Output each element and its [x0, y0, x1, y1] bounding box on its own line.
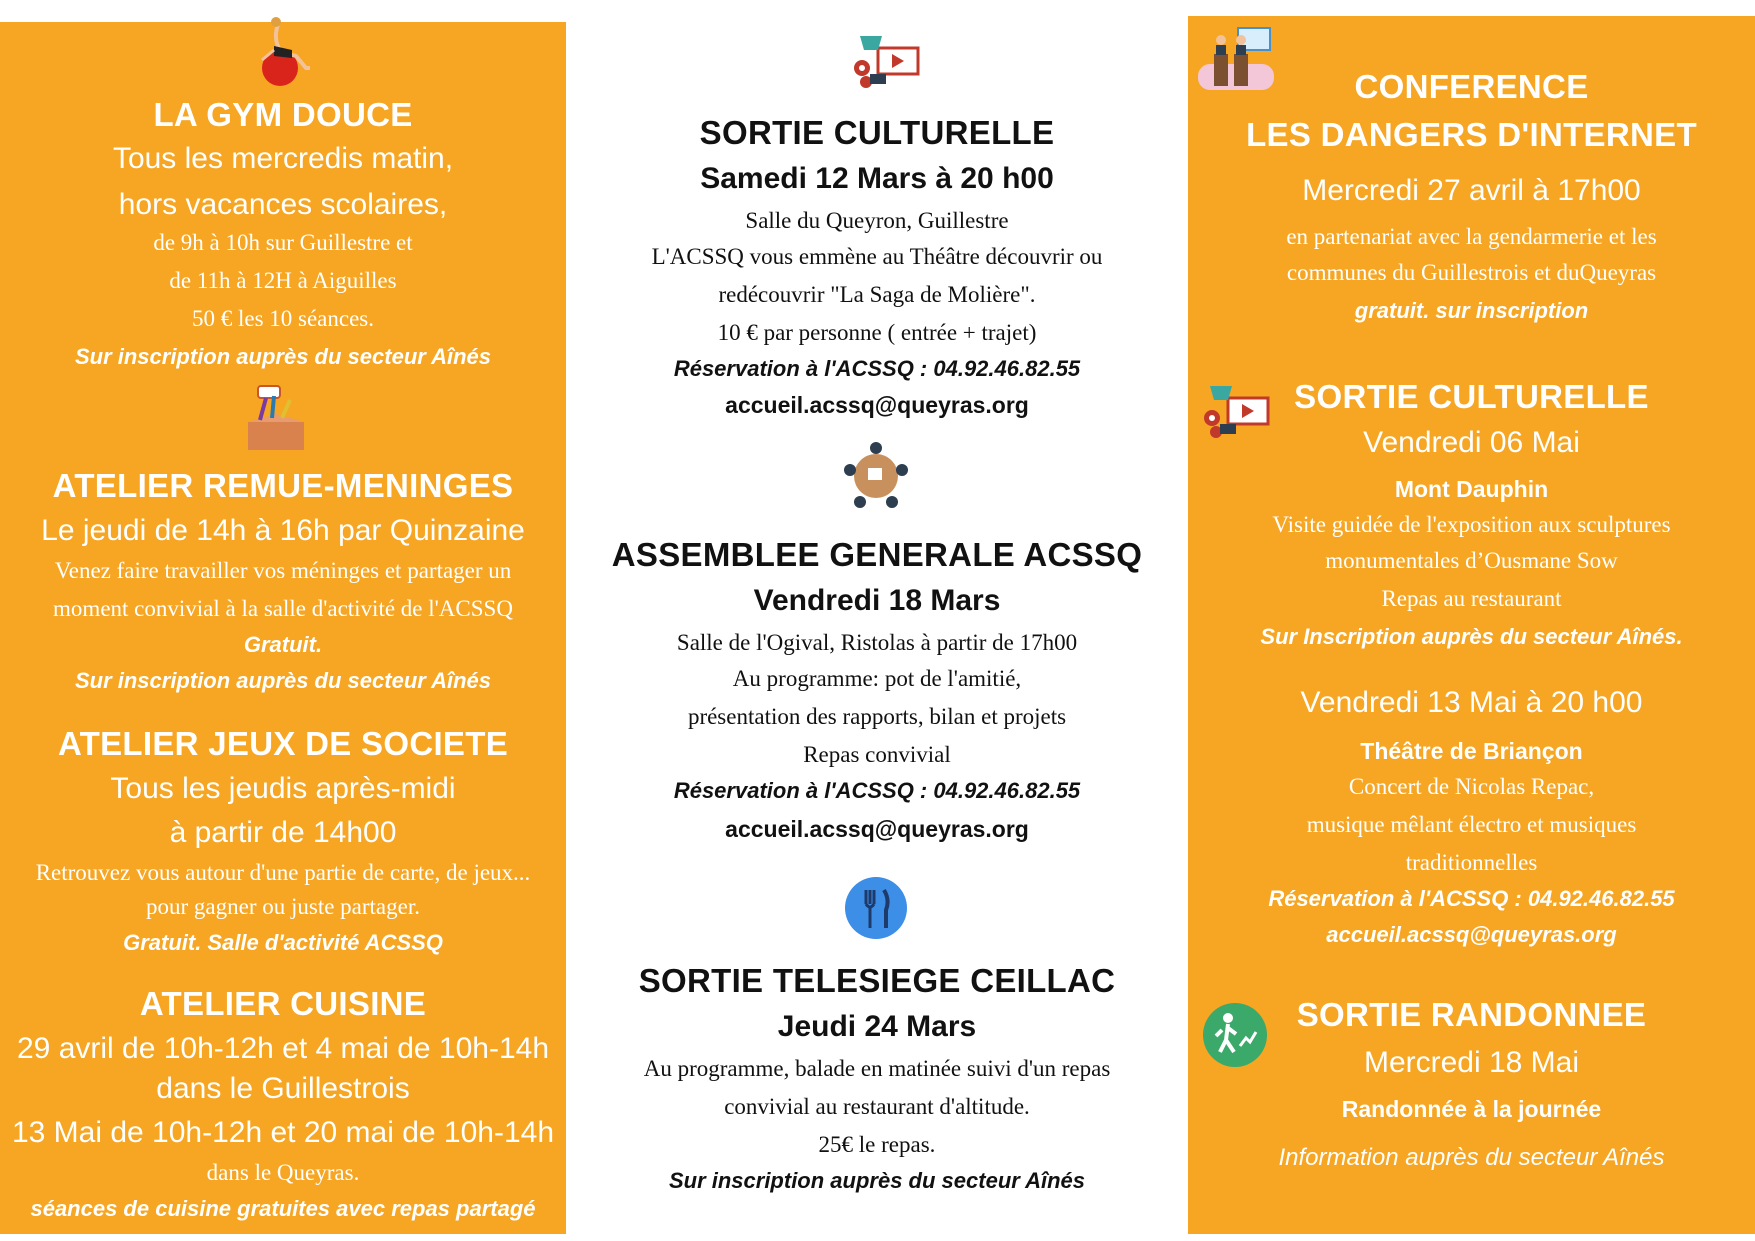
sortie-date: Samedi 12 Mars à 20 h00: [700, 162, 1054, 195]
sortie1-place: Mont Dauphin: [1394, 476, 1549, 502]
jeux-note: Gratuit. Salle d'activité ACSSQ: [123, 930, 443, 955]
idea-box-icon: [244, 384, 308, 452]
gym-line-1: Tous les mercredis matin,: [112, 142, 454, 175]
sortie2-email: accueil.acssq@queyras.org: [1326, 922, 1617, 947]
left-column: [0, 22, 566, 1234]
cuisine-title: ATELIER CUISINE: [139, 985, 427, 1022]
fork-knife-icon: [844, 876, 908, 940]
ag-reservation: Réservation à l'ACSSQ : 04.92.46.82.55: [673, 778, 1081, 803]
cuisine-note: séances de cuisine gratuites avec repas partagé: [30, 1196, 536, 1221]
middle-column: [566, 0, 1188, 1241]
sortie-line-3: redécouvrir "La Saga de Molière".: [718, 282, 1036, 307]
sortie1-title: SORTIE CULTURELLE: [1294, 378, 1649, 415]
ag-line-3: présentation des rapports, bilan et projets: [687, 704, 1067, 729]
rando-date: Mercredi 18 Mai: [1363, 1046, 1580, 1079]
remue-note: Sur inscription auprès du secteur Aînés: [74, 668, 492, 693]
sortie-line-1: Salle du Queyron, Guillestre: [745, 208, 1009, 233]
telesiege-date: Jeudi 24 Mars: [777, 1010, 977, 1043]
remue-title: ATELIER REMUE-MENINGES: [52, 467, 514, 504]
jeux-line-1: Tous les jeudis après-midi: [110, 772, 456, 805]
conference-line-1: en partenariat avec la gendarmerie et les: [1286, 224, 1657, 249]
jeux-title: ATELIER JEUX DE SOCIETE: [57, 725, 509, 762]
sortie1-line-1: Visite guidée de l'exposition aux sculptures: [1272, 512, 1671, 537]
sortie-title: SORTIE CULTURELLE: [699, 114, 1055, 151]
right-column: [1188, 16, 1755, 1234]
ag-email: accueil.acssq@queyras.org: [725, 816, 1029, 842]
telesiege-note: Sur inscription auprès du secteur Aînés: [668, 1168, 1086, 1193]
remue-line-1: Le jeudi de 14h à 16h par Quinzaine: [41, 514, 525, 547]
jeux-line-4: pour gagner ou juste partager.: [146, 894, 420, 919]
telesiege-line-1: Au programme, balade en matinée suivi d'un repas: [643, 1056, 1111, 1081]
cuisine-line-3: 13 Mai de 10h-12h et 20 mai de 10h-14h: [11, 1116, 555, 1149]
sortie-email: accueil.acssq@queyras.org: [725, 392, 1029, 418]
telesiege-line-2: convivial au restaurant d'altitude.: [724, 1094, 1030, 1119]
cuisine-line-1: 29 avril de 10h-12h et 4 mai de 10h-14h: [16, 1032, 550, 1065]
gym-line-4: de 11h à 12H à Aiguilles: [169, 268, 397, 293]
ag-date: Vendredi 18 Mars: [753, 584, 1001, 617]
sortie1-note: Sur Inscription auprès du secteur Aînés.: [1260, 624, 1683, 649]
sortie-line-2: L'ACSSQ vous emmène au Théâtre découvrir ou: [651, 244, 1103, 269]
sortie2-line-1: Concert de Nicolas Repac,: [1348, 774, 1595, 799]
sortie2-reservation: Réservation à l'ACSSQ : 04.92.46.82.55: [1268, 886, 1675, 911]
gym-note: Sur inscription auprès du secteur Aînés: [74, 344, 492, 369]
rando-title: SORTIE RANDONNEE: [1296, 996, 1647, 1033]
telesiege-line-3: 25€ le repas.: [818, 1132, 936, 1157]
conference-date: Mercredi 27 avril à 17h00: [1302, 174, 1641, 207]
sortie1-line-2: monumentales d’Ousmane Sow: [1325, 548, 1618, 573]
gym-title: LA GYM DOUCE: [153, 96, 413, 133]
yoga-ball-woman-icon: [252, 16, 322, 88]
sortie-line-4: 10 € par personne ( entrée + trajet): [717, 320, 1037, 345]
jeux-line-3: Retrouvez vous autour d'une partie de carte, de jeux...: [35, 860, 531, 885]
sortie1-date: Vendredi 06 Mai: [1363, 426, 1580, 459]
sortie-reservation: Réservation à l'ACSSQ : 04.92.46.82.55: [673, 356, 1081, 381]
gym-line-5: 50 € les 10 séances.: [191, 306, 375, 331]
conference-title-2: LES DANGERS D'INTERNET: [1246, 116, 1697, 153]
ag-line-4: Repas convivial: [803, 742, 951, 767]
rando-line-1: Randonnée à la journée: [1341, 1096, 1602, 1122]
meeting-table-icon: [840, 440, 912, 512]
rando-note: Information auprès du secteur Aînés: [1278, 1144, 1665, 1171]
sortie2-date: Vendredi 13 Mai à 20 h00: [1300, 686, 1643, 719]
remue-line-2: Venez faire travailler vos méninges et partager un: [54, 558, 512, 583]
ag-title: ASSEMBLEE GENERALE ACSSQ: [611, 536, 1143, 573]
conference-title-1: CONFERENCE: [1354, 68, 1589, 105]
remue-line-4: Gratuit.: [243, 632, 323, 657]
cuisine-line-4: dans le Queyras.: [206, 1160, 360, 1185]
conference-note: gratuit. sur inscription: [1354, 298, 1589, 323]
jeux-line-2: à partir de 14h00: [169, 816, 397, 849]
gym-line-3: de 9h à 10h sur Guillestre et: [153, 230, 413, 255]
sortie2-line-2: musique mêlant électro et musiques: [1306, 812, 1637, 837]
sortie2-line-3: traditionnelles: [1405, 850, 1538, 875]
cinema-film-icon: [852, 30, 922, 90]
sortie1-line-3: Repas au restaurant: [1381, 586, 1562, 611]
remue-line-3: moment convivial à la salle d'activité de l'ACSSQ: [53, 596, 513, 621]
gym-line-2: hors vacances scolaires,: [118, 188, 448, 221]
conference-line-2: communes du Guillestrois et duQueyras: [1286, 260, 1657, 285]
ag-line-1: Salle de l'Ogival, Ristolas à partir de 17h00: [676, 630, 1078, 655]
sortie2-place: Théâtre de Briançon: [1360, 738, 1583, 764]
ag-line-2: Au programme: pot de l'amitié,: [732, 666, 1022, 691]
telesiege-title: SORTIE TELESIEGE CEILLAC: [638, 962, 1116, 999]
cuisine-line-2: dans le Guillestrois: [156, 1072, 410, 1105]
